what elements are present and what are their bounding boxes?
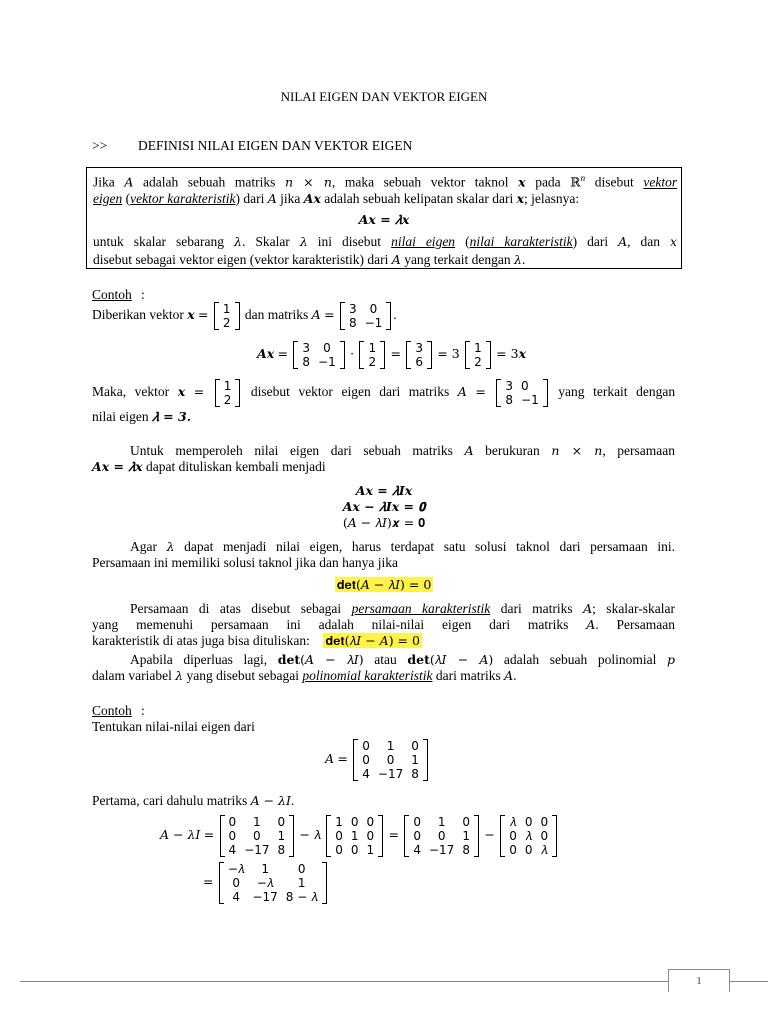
matrix-cell: 0 xyxy=(297,862,306,876)
equation-2: 𝑨𝒙 − 𝜆𝑰𝒙 = 𝟎 xyxy=(342,499,426,514)
definition-line-4: disebut sebagai vektor eigen (vektor karakteristik) dari 𝐴 yang terkait dengan 𝜆. xyxy=(93,252,526,267)
matrix-cell: 8 xyxy=(411,767,419,781)
example1-given: Diberikan vektor 𝒙 = 1 2 dan matriks 𝐴 = 3 0 8 −1 . xyxy=(92,302,397,330)
matrix-cell: 0 xyxy=(350,843,359,857)
matrix-cell: 8 xyxy=(462,843,470,857)
matrix-cell: 0 xyxy=(335,829,343,843)
derivation-p1-line1: Untuk memperoleh nilai eigen dari sebuah matriks 𝐴 berukuran 𝑛 × 𝑛, persamaan xyxy=(130,443,675,458)
example2-matrix-A: 𝐴 = 0 1 0 0 0 1 4 −17 8 xyxy=(325,739,430,781)
matrix-cell: 0 xyxy=(232,876,240,890)
matrix-cell: 8 − 𝜆 xyxy=(285,890,318,904)
example1-eigenvalue: nilai eigen 𝜆 = 3. xyxy=(92,409,192,424)
page-title: NILAI EIGEN DAN VEKTOR EIGEN xyxy=(280,89,488,104)
matrix-cell: 1 xyxy=(386,739,395,753)
section-marker: >> xyxy=(92,138,108,153)
equation-1: 𝑨𝒙 = 𝜆𝑰𝒙 xyxy=(355,483,413,498)
matrix-cell: −17 xyxy=(428,843,455,857)
example1-label: Contoh xyxy=(92,287,132,302)
matrix-cell: 1 xyxy=(335,815,343,829)
matrix-cell: 𝜆 xyxy=(541,843,548,857)
matrix-cell: 0 xyxy=(362,753,370,767)
characteristic-equation: 𝐝𝐞𝐭(𝐴 − 𝜆𝐼) = 0 xyxy=(336,577,432,592)
matrix-cell: 0 xyxy=(509,829,517,843)
matrix-cell: 0 xyxy=(462,815,470,829)
matrix-cell: 1 xyxy=(277,829,286,843)
matrix-cell: −17 xyxy=(244,843,270,857)
vector-x: 1 2 xyxy=(214,302,240,330)
colon-2: : xyxy=(141,703,145,718)
matrix-cell: 0 xyxy=(540,829,549,843)
derivation-p1-line2: 𝑨𝒙 = 𝜆𝒙 dapat dituliskan kembali menjadi xyxy=(92,459,326,474)
matrix-cell: 1 xyxy=(437,815,446,829)
matrix-cell: 1 xyxy=(366,843,375,857)
example2-result: = −𝜆 1 0 0 −𝜆 1 4 −17 8 − 𝜆 xyxy=(203,862,329,904)
matrix-cell: 1 xyxy=(411,753,419,767)
colon-1: : xyxy=(141,287,145,302)
matrix-cell: 4 xyxy=(362,767,370,781)
matrix-cell: 0 xyxy=(386,753,395,767)
matrix-cell: 0 xyxy=(277,815,286,829)
matrix-cell: 0 xyxy=(335,843,343,857)
definition-box xyxy=(86,167,682,269)
matrix-result xyxy=(224,862,322,904)
matrix-cell: 0 xyxy=(540,815,549,829)
matrix-cell: 0 xyxy=(366,829,375,843)
matrix-cell: 0 xyxy=(413,829,421,843)
matrix-cell: 8 xyxy=(277,843,286,857)
derivation-p2-line1: Agar 𝜆 dapat menjadi nilai eigen, harus terdapat satu solusi taknol dari persamaan ini. xyxy=(130,539,675,554)
example2-label: Contoh xyxy=(92,703,132,718)
matrix-identity xyxy=(331,815,378,857)
matrix-A-example1: 3 0 8 −1 xyxy=(340,302,391,330)
matrix-cell: 0 xyxy=(366,815,375,829)
matrix-cell: −17 xyxy=(377,767,404,781)
matrix-A-expanded xyxy=(409,815,474,857)
equation-3: (𝐴 − 𝜆𝐼)𝒙 = 𝟎 xyxy=(342,515,426,530)
matrix-cell: 4 xyxy=(228,843,237,857)
definition-equation: 𝑨𝒙 = 𝜆𝒙 xyxy=(358,212,410,227)
example2-intro: Tentukan nilai-nilai eigen dari xyxy=(92,719,255,734)
matrix-cell: 0 xyxy=(524,843,533,857)
matrix-cell: −𝜆 xyxy=(227,862,245,876)
matrix-cell: 4 xyxy=(232,890,240,904)
matrix-cell: 0 xyxy=(350,815,359,829)
matrix-cell: 1 xyxy=(253,815,261,829)
matrix-A xyxy=(358,739,423,781)
derivation-p3-line1: Persamaan di atas disebut sebagai persamaan karakteristik dari matriks 𝐴; skalar-skalar xyxy=(130,601,676,616)
example2-subtraction: 𝐴 − 𝜆𝐼 = 0 1 0 0 0 1 4 −17 8 − 𝜆 1 0 0 0 1 0 0 0 1 = 0 1 0 0 0 1 4 −17 8 − 𝜆 0 0 0 𝜆 0 0 0 𝜆 xyxy=(160,815,559,857)
matrix-cell: 0 xyxy=(509,843,517,857)
matrix-cell: 0 xyxy=(228,815,237,829)
matrix-cell: 1 xyxy=(297,876,306,890)
matrix-cell: 1 xyxy=(261,862,269,876)
matrix-cell: −17 xyxy=(252,890,278,904)
matrix-cell: 1 xyxy=(462,829,470,843)
matrix-cell: −𝜆 xyxy=(256,876,274,890)
matrix-cell: 0 xyxy=(413,815,421,829)
matrix-cell: 0 xyxy=(253,829,261,843)
matrix-cell: 1 xyxy=(350,829,359,843)
matrix-lambda-identity xyxy=(505,815,552,857)
definition-line-3: untuk skalar sebarang 𝜆. Skalar 𝜆 ini disebut nilai eigen (nilai karakteristik) dari 𝐴, dan 𝑥 xyxy=(93,234,678,249)
page-number: 1 xyxy=(668,969,730,992)
matrix-cell: 𝜆 xyxy=(509,815,517,829)
derivation-p4-line2: dalam variabel 𝜆 yang disebut sebagai polinomial karakteristik dari matriks 𝐴. xyxy=(92,668,517,683)
matrix-cell: 0 xyxy=(228,829,237,843)
section-heading: DEFINISI NILAI EIGEN DAN VEKTOR EIGEN xyxy=(138,138,413,153)
footer-rule xyxy=(20,981,768,982)
matrix-cell: 0 xyxy=(437,829,446,843)
matrix-cell: 0 xyxy=(362,739,370,753)
example2-step1: Pertama, cari dahulu matriks 𝐴 − 𝜆𝐼. xyxy=(92,793,295,808)
example1-conclusion: Maka, vektor 𝒙 = 1 2 disebut vektor eigen dari matriks 𝐴 = 3 0 8 −1 yang terkait dengan xyxy=(92,379,676,407)
derivation-p2-line2: Persamaan ini memiliki solusi taknol jika dan hanya jika xyxy=(92,555,398,570)
example1-calculation: 𝑨𝒙 = 3 0 8 −1 · 1 2 = 3 6 = 3 1 2 = 3𝒙 xyxy=(257,341,527,369)
derivation-p3-line2: yang memenuhi persamaan ini adalah nilai-nilai eigen dari matriks 𝐴. Persamaan xyxy=(92,617,676,632)
derivation-p3-line3: karakteristik di atas juga bisa dituliskan: 𝐝𝐞𝐭(𝜆𝐼 − 𝐴) = 0 xyxy=(92,633,420,648)
characteristic-equation-alt: 𝐝𝐞𝐭(𝜆𝐼 − 𝐴) = 0 xyxy=(325,633,420,648)
matrix-cell: 0 xyxy=(524,815,533,829)
matrix-cell: 0 xyxy=(411,739,419,753)
definition-line-2: eigen (vektor karakteristik) dari 𝐴 jika 𝑨𝒙 adalah sebuah kelipatan skalar dari 𝒙; jelasnya: xyxy=(93,191,580,206)
definition-line-1: Jika 𝐴 adalah sebuah matriks 𝑛 × 𝑛, maka sebuah vektor taknol 𝒙 pada ℝ$^n$ disebut vektor xyxy=(93,173,678,190)
derivation-p4-line1: Apabila diperluas lagi, det(𝐴 − 𝜆𝐼) atau det(𝜆𝐼 − 𝐴) adalah sebuah polinomial 𝑝 xyxy=(130,652,676,667)
matrix-cell: 4 xyxy=(413,843,421,857)
matrix-A-subtract xyxy=(225,815,290,857)
matrix-cell: 𝜆 xyxy=(525,829,532,843)
